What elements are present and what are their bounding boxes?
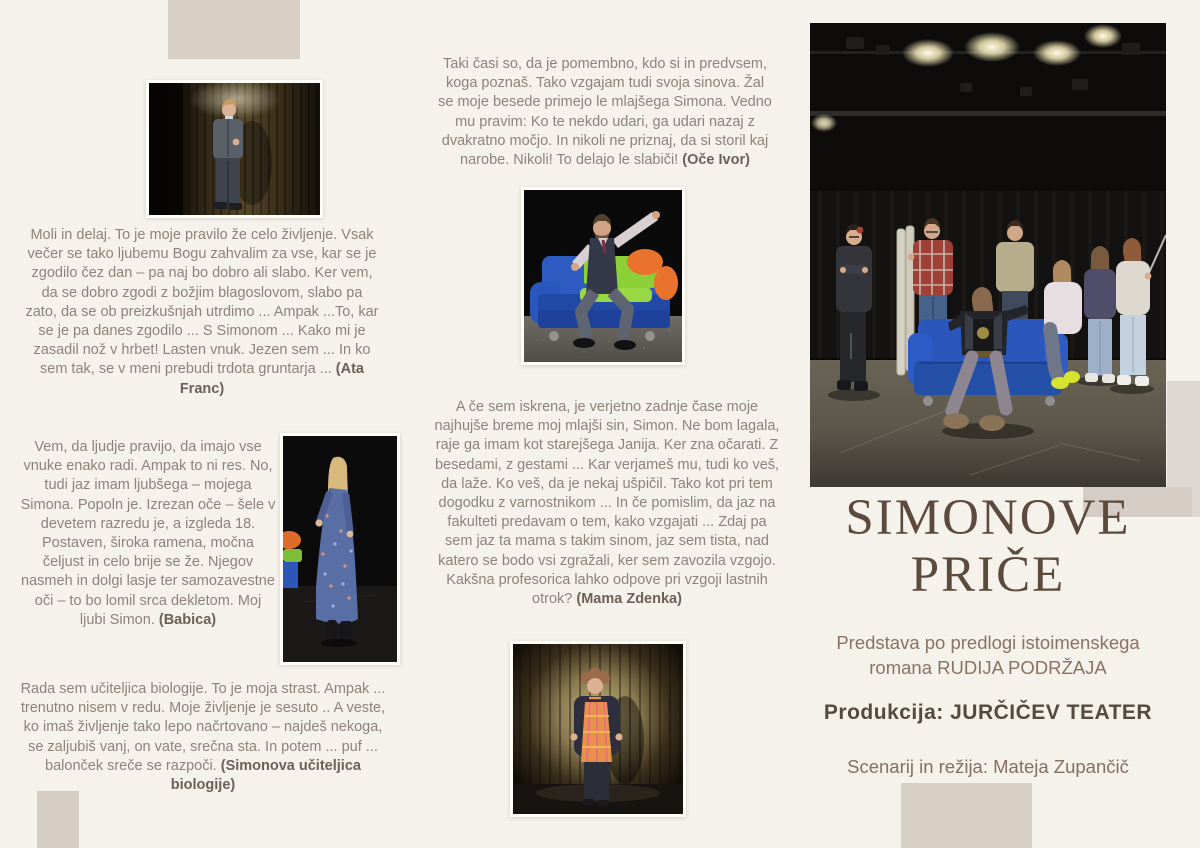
quote-text: Taki časi so, da je pomembno, kdo si in predvsem, koga poznaš. Tako vzgajam tudi svoja sinova. Žal se moje besede primejo le mlajšega Simona. Vedno mu pravim: Ko te nekdo udari, ga udari nazaj z dvakratno močjo. In nikoli ne priznaj, da si storil kaj narobe. Nikoli! To delajo le slabiči! xyxy=(438,56,772,169)
photo-standing-actor xyxy=(146,80,323,218)
standing-actor-illustration xyxy=(149,83,320,215)
director-credit: Scenarij in režija: Mateja Zupančič xyxy=(847,756,1129,777)
production-credit: Produkcija: JURČIČEV TEATER xyxy=(823,701,1153,724)
quote-text: A če sem iskrena, je verjetno zadnje čase moje najhujše breme moj mlajši sin, Simon. Ne bom lagala, raje ga imam kot starejšega Janija. Ker zna očarati. Z besedami, z gestami ... Kar verjameš mu, tudi ko veš, da laže. Ko veš, da je nekaj ušpičil. Tako kot pri tem dogodku z varnostnikom ... In če pomislim, da jaz na fakulteti predavam o tem, kako vzgajati ... Zdaj pa sem jaz ta mama s takim sinom, jaz sem tista, nad katero se bodo vsi zgražali, ker sem zavozila vzgojo. Kakšna profesorica lahko odpove pri vzgoji lastnih otrok? xyxy=(434,399,780,608)
quote-speaker: (Simonova učiteljica biologije) xyxy=(170,757,361,794)
photo-apron-actress xyxy=(510,641,686,817)
photo-couch-actor xyxy=(521,187,685,365)
quote-oce-ivor xyxy=(438,55,772,170)
title-line-1: SIMONOVE xyxy=(845,490,1131,546)
title-line-2: PRIČE xyxy=(910,547,1066,603)
quote-uciteljica xyxy=(16,680,390,795)
quote-speaker: (Ata Franc) xyxy=(179,361,364,397)
decor-rect-bottom-left xyxy=(37,791,79,848)
show-title xyxy=(810,490,1166,604)
cast-group-illustration xyxy=(810,23,1166,487)
quote-speaker: (Mama Zdenka) xyxy=(576,591,682,608)
decor-rect-top-left xyxy=(168,0,300,59)
apron-actress-illustration xyxy=(513,644,683,814)
quote-mama-zdenka xyxy=(432,398,782,609)
couch-actor-illustration xyxy=(524,190,682,362)
quote-speaker: (Babica) xyxy=(158,611,217,628)
show-subtitle: Predstava po predlogi istoimenskega romana RUDIJA PODRŽAJA xyxy=(836,632,1140,678)
quote-text: Rada sem učiteljica biologije. To je moja strast. Ampak ... trenutno nisem v redu. Moje življenje je sesuto .. A veste, ko imaš življenje tako lepo načrtovano – najdeš nekoga, se zaljubiš vanj, on vate, srečna sta. In potem ... puf ... balonček sreče se razpoči. xyxy=(20,681,386,774)
quote-text: Vem, da ljudje pravijo, da imajo vse vnuke enako radi. Ampak to ni res. No, tudi jaz imam ljubšega – mojega Simona. Popoln je. Izrezan oče – šele v devetem razredu je, a izgleda 18. Postaven, široka ramena, močna čeljust in celo brije se že. Njegov nasmeh in dolgi lasje ter samozavestne oči – to bo lomil srca dekletom. Moj ljubi Simon. xyxy=(20,439,276,628)
quote-babica xyxy=(20,438,276,630)
quote-ata-franc xyxy=(24,226,380,399)
quote-text: Moli in delaj. To je moje pravilo že celo življenje. Vsak večer se tako ljubemu Bogu zahvalim za vse, kar se je zgodilo čez dan – pa naj bo dobro ali slabo. Ker vem, da se dobro zgodi z božjim blagoslovom, slabo pa zato, da se ob preizkušnjah utrdimo ... Ampak ...To, kar se je pa danes zgodilo ... S Simonom ... Kako mi je zasadil nož v hrbet! Lasten vnuk. Jezen sem ... In ko sem tak, se v meni prebudi trdota gruntarja ... xyxy=(25,227,379,378)
decor-rect-bottom-right xyxy=(901,783,1032,848)
quote-speaker: (Oče Ivor) xyxy=(682,152,750,169)
photo-blonde-actress xyxy=(280,433,400,665)
blonde-actress-illustration xyxy=(283,436,397,662)
photo-cast-group xyxy=(810,23,1166,487)
